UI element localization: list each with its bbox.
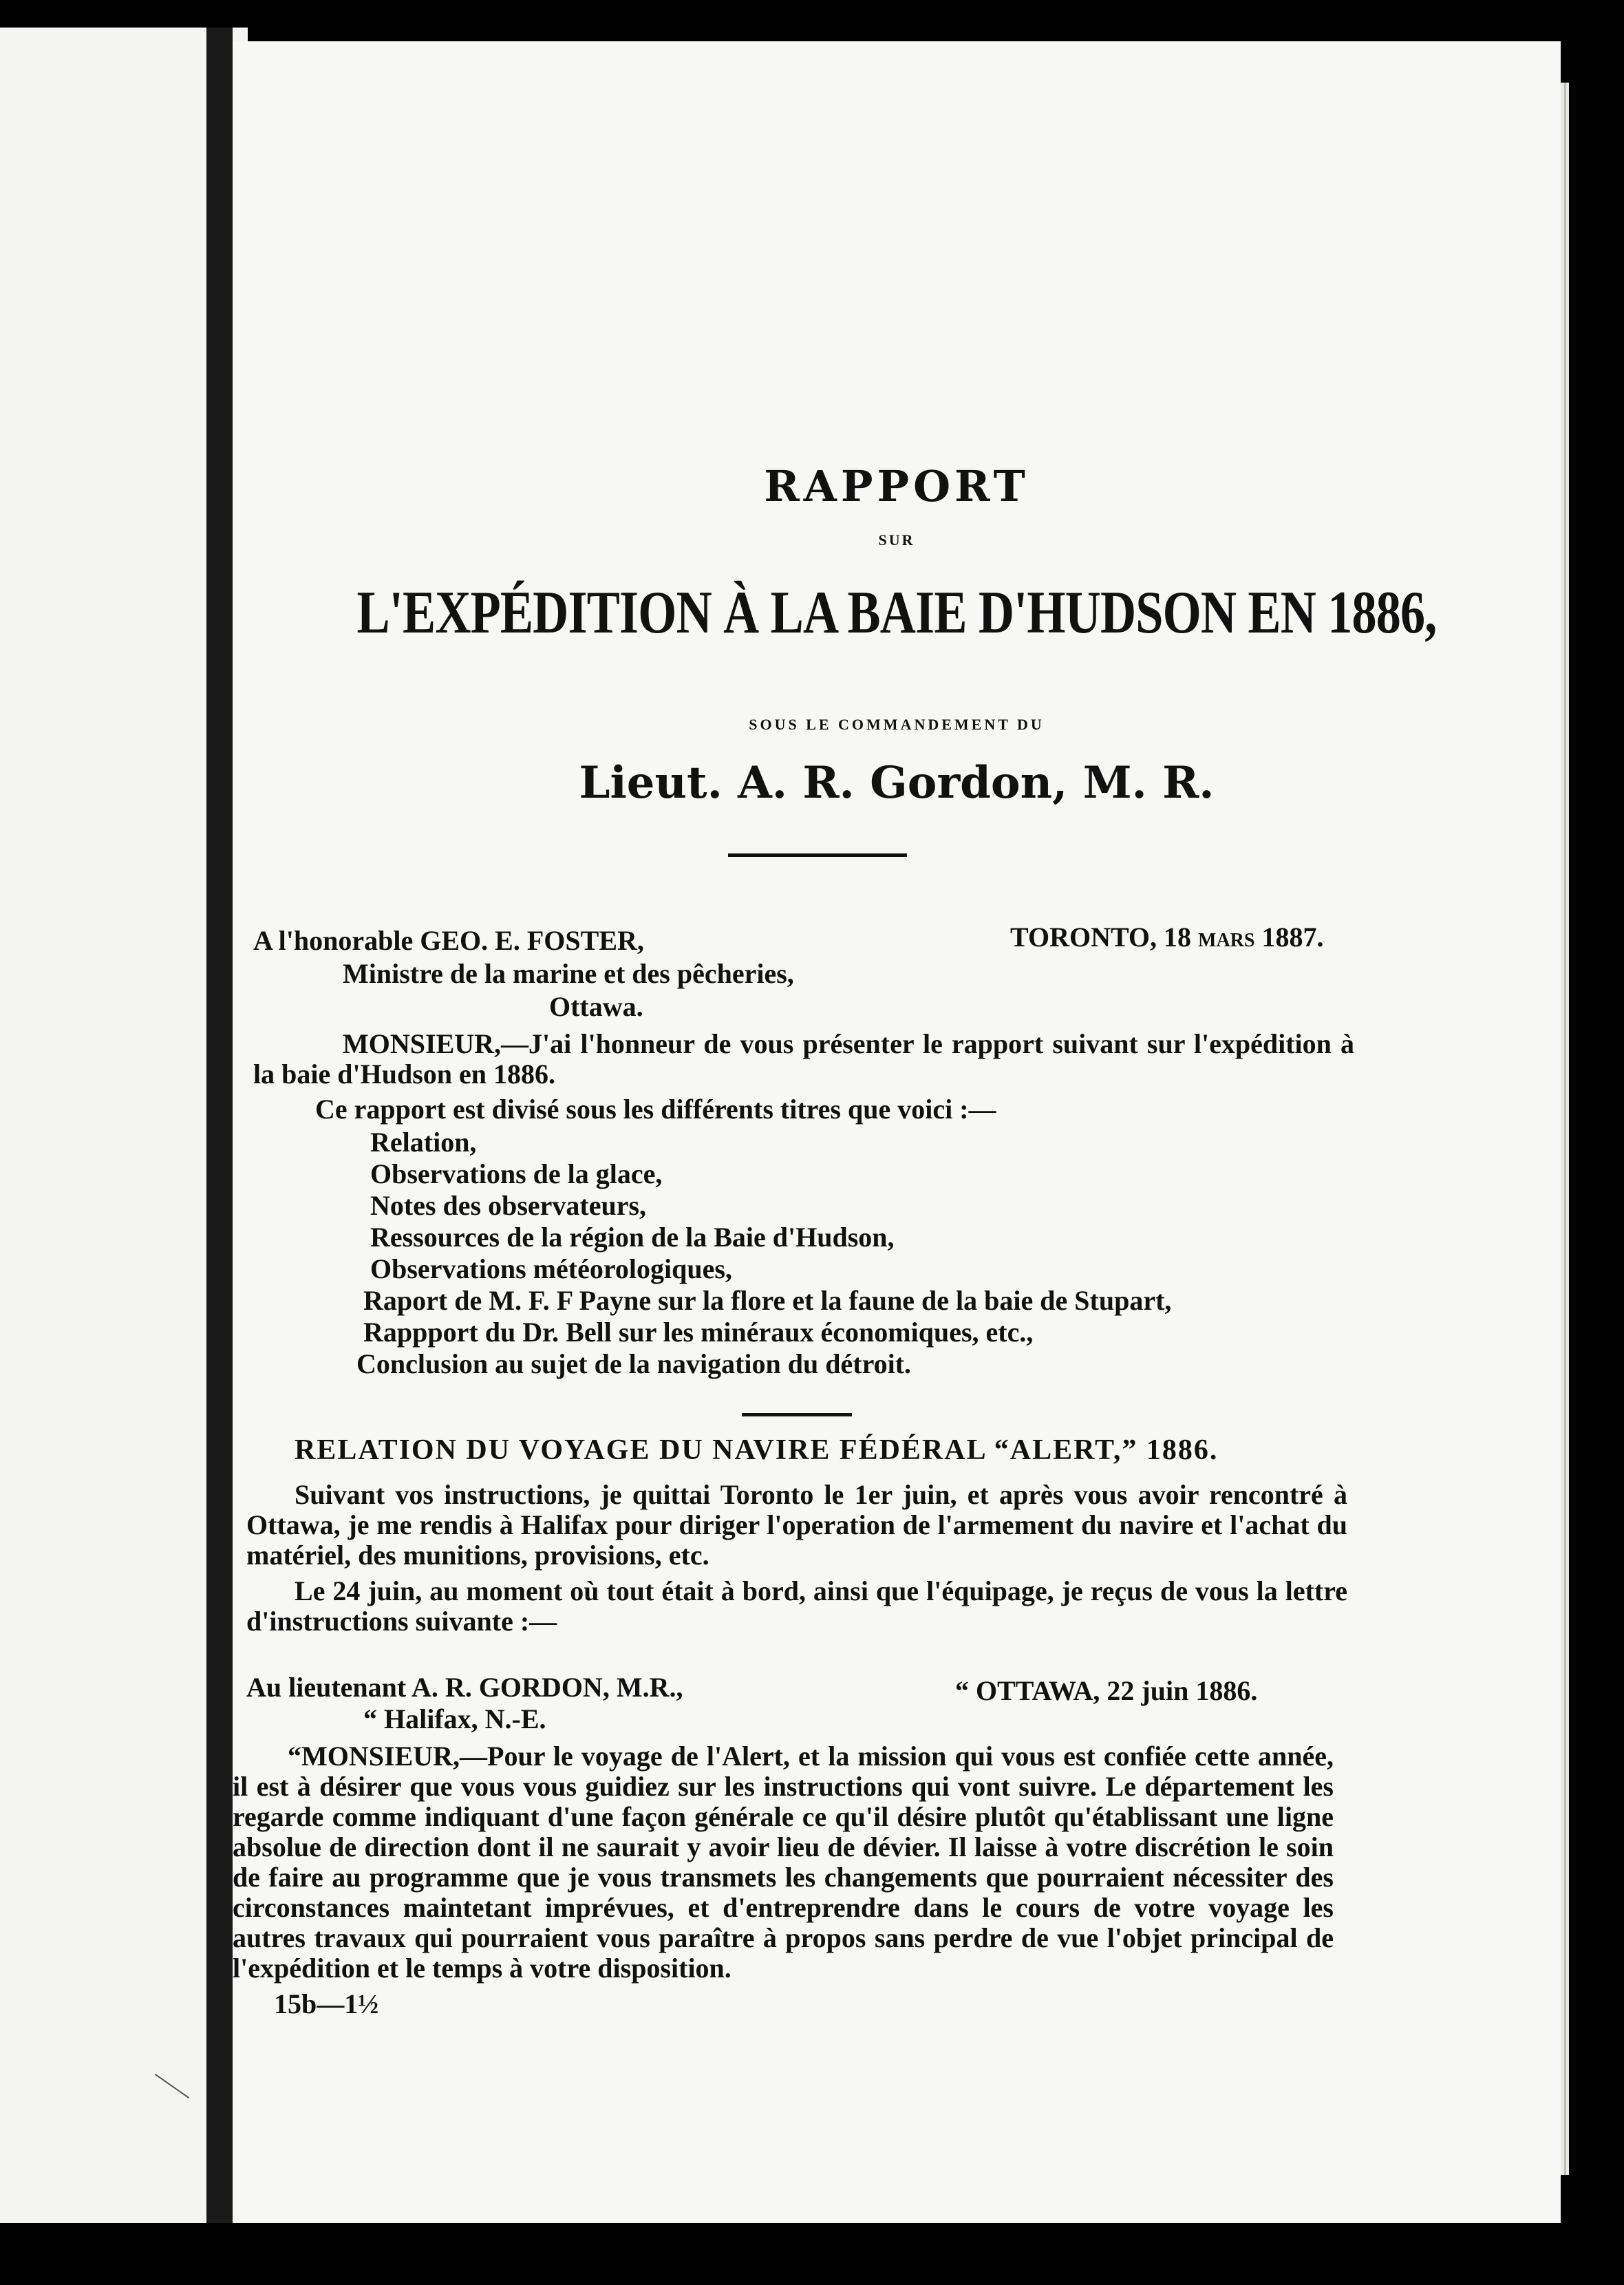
letter-body: “MONSIEUR,—Pour le voyage de l'Alert, et la mission qui vous est confiée cette année, il est à désirer que vous vous guidiez sur les instructions qui vont suivre. Le département les regarde comme indiquant d'une façon générale ce qu'il désire plutôt qu'établissant une ligne absolue de direction dont il ne saurait y avoir lieu de dévier. Il laisse à votre discrétion le soin de faire au programme que je vous transmets les changements que pourraient nécessiter des circonstances maintetant imprévues, et d'entreprendre dans le cours de votre voyage les autres travaux qui pourraient vous paraître à propos sans perdre de vue l'objet principal de l'expédition et le temps à votre disposition. xyxy=(233,1741,1334,1984)
section-heading: RELATION DU VOYAGE DU NAVIRE FÉDÉRAL “ALERT,” 1886. xyxy=(295,1434,1219,1466)
list-item: Ressources de la région de la Baie d'Hudson, xyxy=(370,1222,895,1253)
letter-date: TORONTO, 18 mars 1887. xyxy=(1010,922,1324,953)
list-item: Observations météorologiques, xyxy=(370,1253,732,1284)
address-line: Au lieutenant A. R. GORDON, M.R., xyxy=(246,1672,683,1703)
list-item: Conclusion au sujet de la navigation du détroit. xyxy=(356,1348,912,1379)
list-item: Rappport du Dr. Bell sur les minéraux économiques, etc., xyxy=(363,1317,1034,1348)
divider xyxy=(742,1413,852,1416)
title-sous: SOUS LE COMMANDEMENT DU xyxy=(749,716,1045,733)
title-rapport: RAPPORT xyxy=(764,461,1029,511)
divider xyxy=(728,853,907,857)
list-item: Notes des observateurs, xyxy=(370,1190,647,1221)
commander-name: Lieut. A. R. Gordon, M. R. xyxy=(579,757,1215,809)
section-paragraph: Le 24 juin, au moment où tout était à bord, ainsi que l'équipage, je reçus de vous la lettre d'instructions suivante :— xyxy=(246,1575,1347,1637)
main-title: L'EXPÉDITION À LA BAIE D'HUDSON EN 1886, xyxy=(356,580,1437,646)
address-line: “ Halifax, N.-E. xyxy=(363,1703,546,1734)
list-item: Observations de la glace, xyxy=(370,1158,663,1189)
section-paragraph: Suivant vos instructions, je quittai Toronto le 1er juin, et après vous avoir rencontré à Ottawa, je me rendis à Halifax pour diriger l'operation de l'armement du navire et l'achat du matériel, des munitions, provisions, etc. xyxy=(246,1479,1347,1571)
document-page xyxy=(233,41,1561,2223)
address-line: Ottawa. xyxy=(549,991,643,1022)
address-line: A l'honorable GEO. E. FOSTER, xyxy=(253,925,644,956)
title-sur: SUR xyxy=(878,531,915,549)
salutation-paragraph: MONSIEUR,—J'ai l'honneur de vous présenter le rapport suivant sur l'expédition à la baie d'Hudson en 1886. xyxy=(253,1028,1354,1090)
list-intro: Ce rapport est divisé sous les différents titres que voici :— xyxy=(315,1094,996,1125)
signature-mark: 15b—1½ xyxy=(274,1988,379,2019)
list-item: Raport de M. F. F Payne sur la flore et la faune de la baie de Stupart, xyxy=(363,1285,1172,1316)
address-line: Ministre de la marine et des pêcheries, xyxy=(343,958,794,989)
list-item: Relation, xyxy=(370,1127,477,1158)
book-spine xyxy=(206,28,233,2223)
letter-date: “ OTTAWA, 22 juin 1886. xyxy=(955,1675,1258,1706)
